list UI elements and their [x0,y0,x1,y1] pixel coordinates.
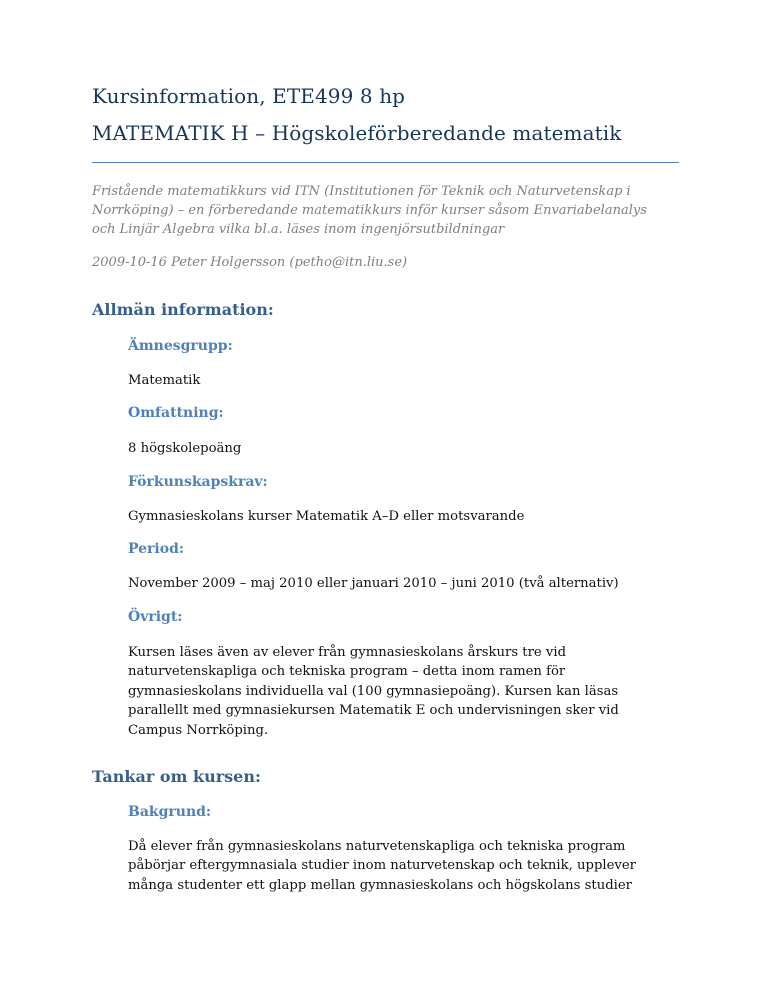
heading-scope: Omfattning: [128,405,224,421]
background-paragraph [128,837,668,895]
heading-general-info: Allmän information: [92,300,274,319]
heading-subject-group: Ämnesgrupp: [128,338,233,354]
intro-line: och Linjär Algebra vilka bl.a. läses inom ingenjörsutbildningar [92,222,505,237]
other-paragraph [128,643,668,740]
document-subtitle: MATEMATIK H – Högskoleförberedande matematik [92,121,622,145]
heading-thoughts: Tankar om kursen: [92,767,261,786]
other-line: gymnasieskolans individuella val (100 gymnasiepoäng). Kursen kan läsas [128,683,619,699]
heading-period: Period: [128,541,185,557]
document-title: Kursinformation, ETE499 8 hp [92,84,406,108]
scope-text: 8 högskolepoäng [128,441,242,456]
title-divider [92,162,679,163]
intro-paragraph [92,182,692,239]
heading-prerequisites: Förkunskapskrav: [128,474,268,490]
period-text: November 2009 – maj 2010 eller januari 2010 – juni 2010 (två alternativ) [128,576,619,591]
heading-background: Bakgrund: [128,804,212,820]
other-line: Kursen läses även av elever från gymnasieskolans årskurs tre vid [128,645,567,660]
background-line: Då elever från gymnasieskolans naturvetenskapliga och tekniska program [128,839,626,854]
intro-line: Fristående matematikkurs vid ITN (Institutionen för Teknik och Naturvetenskap i [92,184,631,199]
author-line: 2009-10-16 Peter Holgersson (petho@itn.liu.se) [92,255,408,270]
prerequisites-text: Gymnasieskolans kurser Matematik A–D eller motsvarande [128,509,525,524]
subject-group-text: Matematik [128,373,201,388]
background-line: påbörjar eftergymnasiala studier inom naturvetenskap och teknik, upplever [128,858,636,874]
background-line: många studenter ett glapp mellan gymnasieskolans och högskolans studier [128,877,632,893]
other-line: parallellt med gymnasiekursen Matematik E och undervisningen sker vid [128,703,619,719]
other-line: naturvetenskapliga och tekniska program – detta inom ramen för [128,664,566,680]
intro-line: Norrköping) – en förberedande matematikkurs inför kurser såsom Envariabelanalys [92,203,647,218]
other-line: Campus Norrköping. [128,722,269,738]
heading-other: Övrigt: [128,609,183,625]
